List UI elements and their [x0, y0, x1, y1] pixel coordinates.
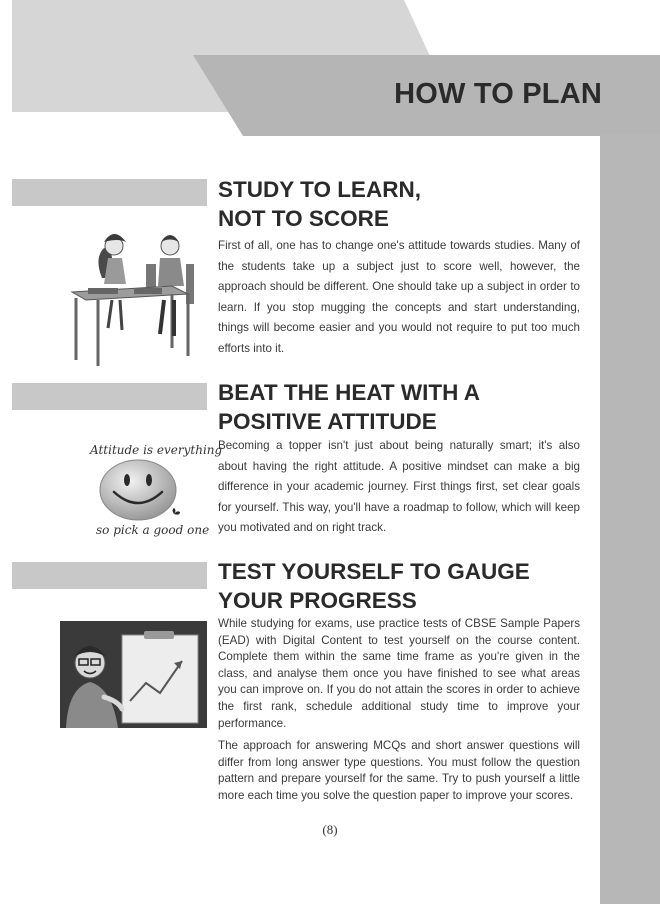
section-heading: BEAT THE HEAT WITH A POSITIVE ATTITUDE [218, 380, 481, 434]
section-marker-strip [12, 179, 207, 206]
section-paragraph: Becoming a topper isn't just about being naturally smart; it's also about having the right attitude. A positive mindset can make a big difference in your academic journey. First things first, set clear goals for yourself. This way, you'll have a roadmap to follow, which will keep you motivated and on right track. [218, 439, 580, 535]
section-paragraph: First of all, one has to change one's attitude towards studies. Many of the students take up a subject just to score well, however, the approach should be different. One should take up a subject in order to learn. If you stop mugging the concepts and start understanding, things will become easier and you would not require to put too much efforts into it. [218, 239, 580, 355]
section-heading: TEST YOURSELF TO GAUGE YOUR PROGRESS [218, 559, 530, 613]
page-title: HOW TO PLAN [394, 78, 602, 110]
right-margin-bar [600, 134, 660, 904]
presenter-chart-icon [60, 621, 207, 728]
section-marker-strip [12, 383, 207, 410]
attitude-caption-bottom: so pick a good one [96, 523, 210, 537]
section-paragraph: While studying for exams, use practice tests of CBSE Sample Papers (EAD) with Digital Content to test yourself on the course content. Complete them within the same time frame as you're given in the class, and analyse them once you have finished to see what areas you can improve on. If you do not attain the scores in order to achieve the first rank, schedule additional study time to improve your performance. [218, 617, 580, 730]
students-at-desk-icon [68, 228, 198, 368]
smiley-face-icon [98, 458, 182, 522]
page-number: (8) [322, 822, 338, 837]
attitude-caption-top: Attitude is everything [90, 443, 223, 457]
section-heading: STUDY TO LEARN, NOT TO SCORE [218, 177, 421, 231]
section-marker-strip [12, 562, 207, 589]
section-paragraph: The approach for answering MCQs and short answer questions will differ from long answer type questions. You must follow the question pattern and prepare yourself for the same. Try to push yourself a little more each time you solve the question paper to improve your scores. [218, 739, 580, 802]
